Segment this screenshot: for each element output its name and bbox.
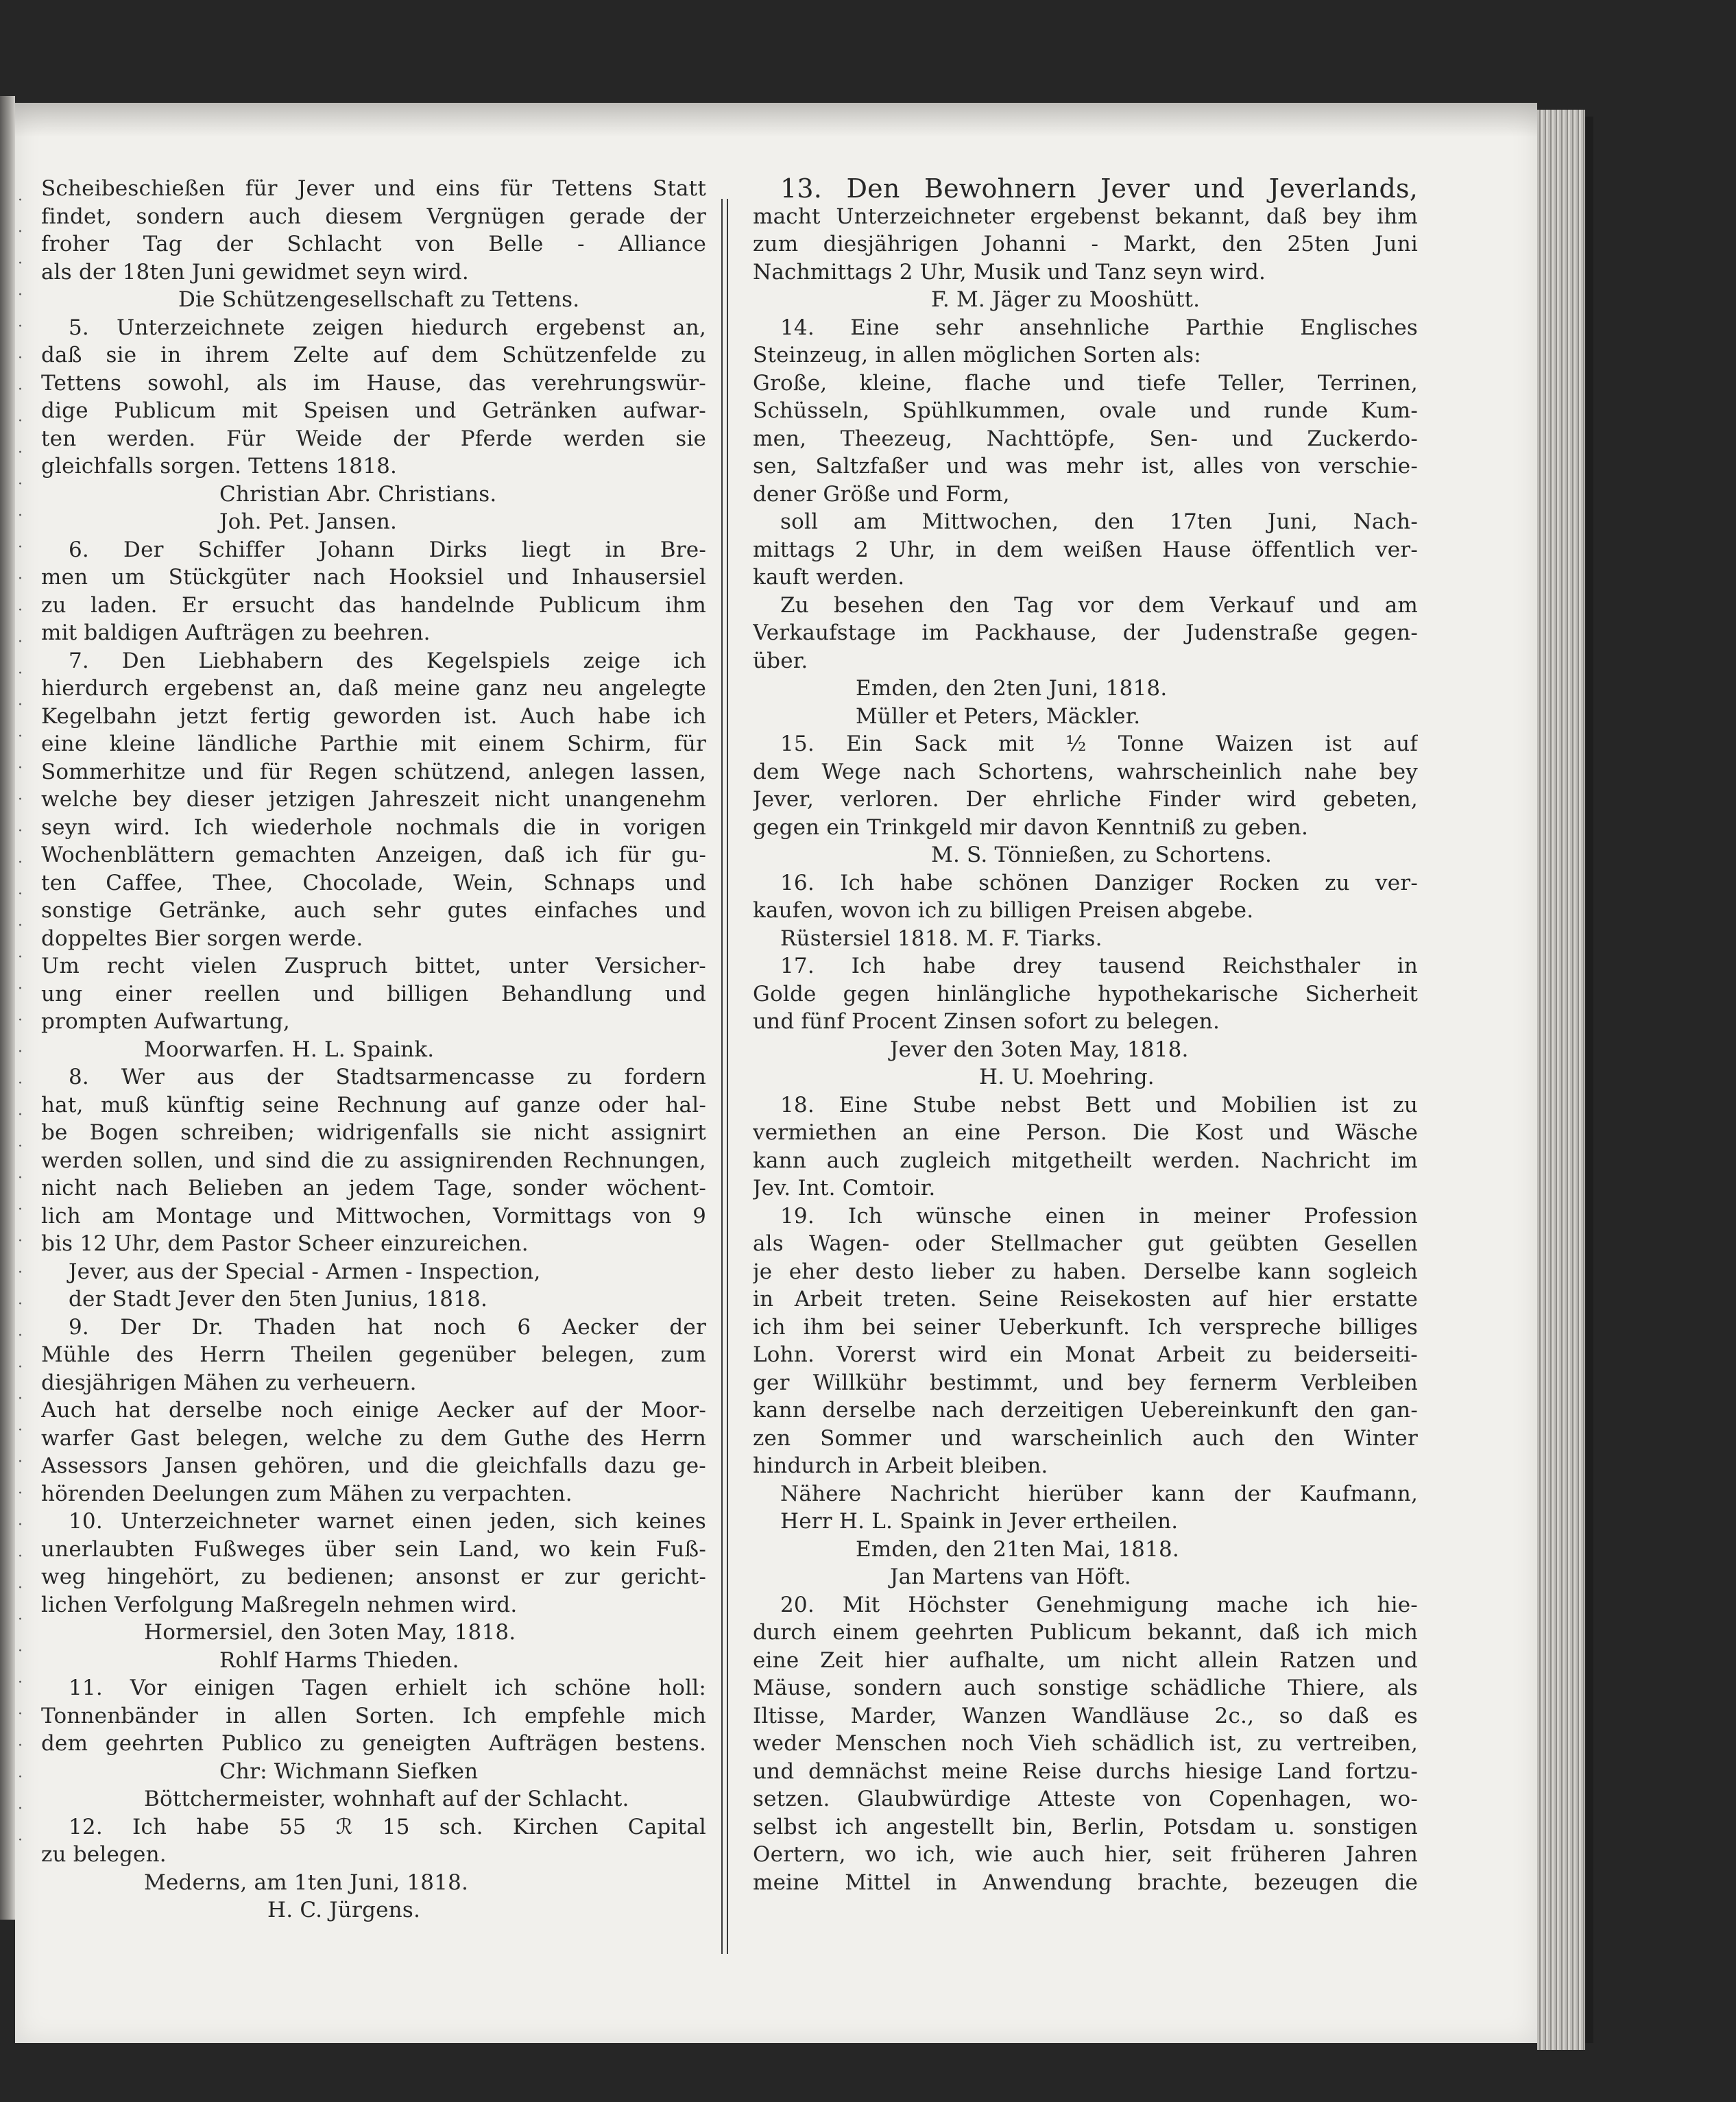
text-line: 6. Der Schiffer Johann Dirks liegt in Bre- [69,537,706,562]
signature-line: Die Schützengesellschaft zu Tettens. [178,287,580,312]
text-line: diesjährigen Mähen zu verheuern. [41,1370,417,1395]
text-line: Schüsseln, Spühlkummen, ovale und runde Kum- [753,398,1418,423]
text-line: 8. Wer aus der Stadtsarmencasse zu fordern [69,1065,706,1089]
signature-line: H. U. Moehring. [979,1065,1155,1089]
text-line: Tettens sowohl, als im Hause, das verehrungswür- [41,370,706,396]
text-line: Nähere Nachricht hierüber kann der Kaufmann, [780,1481,1418,1506]
text-line: Zu besehen den Tag vor dem Verkauf und am [780,592,1418,618]
text-line: setzen. Glaubwürdige Atteste von Copenhagen, wo- [753,1787,1418,1811]
text-line: eine Zeit hier aufhalte, um nicht allein Ratzen und [753,1647,1418,1673]
text-line: Lohn. Vorerst wird ein Monat Arbeit zu beiderseiti- [753,1342,1418,1367]
text-line: hindurch in Arbeit bleiben. [753,1453,1048,1478]
text-line: hat, muß künftig seine Rechnung auf ganze oder hal- [41,1092,706,1118]
text-line: lich am Montage und Mittwochen, Vormittags von 9 [41,1203,706,1229]
text-line: Auch hat derselbe noch einige Aecker auf der Moor- [41,1398,706,1423]
text-line: ger Willkühr bestimmt, und bey fernerm Verbleiben [753,1370,1418,1395]
text-line: men, Theezeug, Nachttöpfe, Sen- und Zuckerdo- [753,426,1418,451]
text-line: durch einem geehrten Publicum bekannt, daß ich mich [753,1620,1418,1645]
text-line: kann auch zugleich mitgetheilt werden. Nachricht im [753,1148,1418,1173]
column-divider [721,199,728,1954]
text-line: Jev. Int. Comtoir. [753,1176,936,1200]
text-line: macht Unterzeichneter ergebenst bekannt, daß bey ihm [753,204,1418,229]
text-line: Um recht vielen Zuspruch bittet, unter Versicher- [41,954,706,978]
text-line: Wochenblättern gemachten Anzeigen, daß ich für gu- [41,843,706,867]
text-line: nicht nach Belieben an jedem Tage, sonder wöchent- [41,1176,706,1200]
text-line: zu laden. Er ersucht das handelnde Publicum ihm [41,592,706,618]
text-line: weder Menschen noch Vieh schädlich ist, zu vertreiben, [753,1731,1418,1756]
signature-line: Joh. Pet. Jansen. [219,509,398,534]
text-line: 10. Unterzeichneter warnet einen jeden, sich keines [69,1509,706,1534]
text-line: be Bogen schreiben; widrigenfalls sie nicht assignirt [41,1120,706,1145]
text-line: als der 18ten Juni gewidmet seyn wird. [41,259,469,285]
text-line: Steinzeug, in allen möglichen Sorten als: [753,343,1201,367]
text-line: 16. Ich habe schönen Danziger Rocken zu ver- [780,870,1418,895]
text-line: der Stadt Jever den 5ten Junius, 1818. [69,1287,488,1312]
text-line: Assessors Jansen gehören, und die gleichfalls dazu ge- [41,1453,706,1478]
text-line: froher Tag der Schlacht von Belle - Alliance [41,232,706,256]
text-line: men um Stückgüter nach Hooksiel und Inhausersiel [41,565,706,590]
signature-line: M. S. Tönnießen, zu Schortens. [931,843,1273,867]
text-line: Golde gegen hinlängliche hypothekarische Sicherheit [753,981,1418,1006]
text-line: 19. Ich wünsche einen in meiner Profession [780,1203,1418,1229]
text-line: Herr H. L. Spaink in Jever ertheilen. [780,1509,1179,1534]
text-line: 17. Ich habe drey tausend Reichsthaler in [780,954,1418,978]
page-top-shadow [15,103,1537,137]
right-column [753,175,1418,1896]
text-line: mittags 2 Uhr, in dem weißen Hause öffentlich ver- [753,537,1418,562]
text-line: warfer Gast belegen, welche zu dem Guthe des Herrn [41,1425,706,1451]
text-line: zum diesjährigen Johanni - Markt, den 25ten Juni [753,232,1418,256]
previous-page-edge [0,96,15,1920]
text-line: zu belegen. [41,1842,167,1867]
text-line: Sommerhitze und für Regen schützend, anlegen lassen, [41,759,706,784]
text-line: kauft werden. [753,565,905,590]
text-line: findet, sondern auch diesem Vergnügen gerade der [41,204,706,229]
text-line: gegen ein Trinkgeld mir davon Kenntniß zu geben. [753,814,1308,840]
text-line: dige Publicum mit Speisen und Getränken aufwar- [41,398,706,423]
text-line: ten Caffee, Thee, Chocolade, Wein, Schnaps und [41,870,706,895]
text-line: weg hingehört, zu bedienen; ansonst er zur gericht- [41,1565,706,1589]
text-line: 13. Den Bewohnern Jever und Jeverlands, [780,175,1418,203]
left-column [41,175,706,1924]
text-line: meine Mittel in Anwendung brachte, bezeugen die [753,1870,1418,1895]
signature-line: Jever den 3oten May, 1818. [890,1037,1189,1062]
text-line: je eher desto lieber zu haben. Derselbe kann sogleich [753,1259,1418,1284]
page-stack-edge [1537,110,1585,2050]
text-line: Verkaufstage im Packhause, der Judenstraße gegen- [753,620,1418,645]
text-line: in Arbeit treten. Seine Reisekosten auf hier erstatte [753,1287,1418,1312]
text-line: bis 12 Uhr, dem Pastor Scheer einzureichen. [41,1231,529,1256]
text-line: 11. Vor einigen Tagen erhielt ich schöne holl: [69,1676,706,1700]
text-line: und fünf Procent Zinsen sofort zu belegen. [753,1009,1220,1034]
text-line: seyn wird. Ich wiederhole nochmals die in vorigen [41,814,706,840]
signature-line: F. M. Jäger zu Mooshütt. [931,287,1201,312]
text-line: hierdurch ergebenst an, daß meine ganz neu angelegte [41,676,706,701]
text-line: und demnächst meine Reise durchs hiesige Land fortzu- [753,1759,1418,1784]
text-line: kann derselbe nach derzeitigen Uebereinkunft den gan- [753,1398,1418,1423]
text-line: Große, kleine, flache und tiefe Teller, Terrinen, [753,370,1418,396]
text-line: Nachmittags 2 Uhr, Musik und Tanz seyn wird. [753,259,1266,285]
text-line: mit baldigen Aufträgen zu beehren. [41,620,431,645]
text-line: 18. Eine Stube nebst Bett und Mobilien ist zu [780,1092,1418,1118]
text-line: 12. Ich habe 55 ℛ 15 sch. Kirchen Capital [69,1814,706,1839]
text-line: Tonnenbänder in allen Sorten. Ich empfehle mich [41,1703,706,1728]
text-line: eine kleine ländliche Parthie mit einem Schirm, für [41,732,706,756]
text-line: Jever, aus der Special - Armen - Inspection, [69,1259,541,1284]
text-line: Iltisse, Marder, Wanzen Wandläuse 2c., so daß es [753,1703,1418,1728]
text-line: über. [753,648,808,673]
signature-line: Rüstersiel 1818. M. F. Tiarks. [780,926,1102,951]
text-line: dem Wege nach Schortens, wahrscheinlich nahe bey [753,759,1418,784]
text-line: 20. Mit Höchster Genehmigung mache ich hie- [780,1592,1418,1617]
text-line: sonstige Getränke, auch sehr gutes einfaches und [41,898,706,923]
text-line: daß sie in ihrem Zelte auf dem Schützenfelde zu [41,343,706,367]
text-line: ung einer reellen und billigen Behandlung und [41,981,706,1006]
text-line: Mühle des Herrn Theilen gegenüber belegen, zum [41,1342,706,1367]
signature-line: Jan Martens van Höft. [890,1565,1131,1589]
text-line: als Wagen- oder Stellmacher gut geübten Gesellen [753,1231,1418,1256]
text-line: Scheibeschießen für Jever und eins für Tettens Statt [41,176,706,201]
gutter-marks: · · · · · · · · · · · · · · · · · · · · · · · · · · · · · · · · · · · · · · · · · · · · · · · · · · · · · [18,192,23,1849]
text-line: sen, Saltzfaßer und was mehr ist, alles von verschie- [753,454,1418,479]
text-line: soll am Mittwochen, den 17ten Juni, Nach- [780,509,1418,534]
text-line: 7. Den Liebhabern des Kegelspiels zeige ich [69,648,706,673]
text-line: 15. Ein Sack mit ½ Tonne Waizen ist auf [780,732,1418,756]
signature-line: Müller et Peters, Mäckler. [856,703,1141,729]
signature-line: Böttchermeister, wohnhaft auf der Schlacht. [144,1787,629,1811]
text-line: dener Größe und Form, [753,481,1010,507]
signature-line: Rohlf Harms Thieden. [219,1647,459,1673]
text-line: werden sollen, und sind die zu assignirenden Rechnungen, [41,1148,706,1173]
signature-line: Hormersiel, den 3oten May, 1818. [144,1620,516,1645]
book-edge-shadow [1585,117,1593,2043]
text-line: vermiethen an eine Person. Die Kost und Wäsche [753,1120,1418,1145]
text-line: zen Sommer und warscheinlich auch den Winter [753,1425,1418,1451]
text-line: dem geehrten Publico zu geneigten Aufträgen bestens. [41,1731,706,1756]
text-line: welche bey dieser jetzigen Jahreszeit nicht unangenehm [41,787,706,812]
text-line: 5. Unterzeichnete zeigen hiedurch ergebenst an, [69,315,706,340]
text-line: 14. Eine sehr ansehnliche Parthie Englisches [780,315,1418,340]
signature-line: Chr: Wichmann Siefken [219,1759,479,1784]
text-line: selbst ich angestellt bin, Berlin, Potsdam u. sonstigen [753,1814,1418,1839]
text-line: Oertern, wo ich, wie auch hier, seit früheren Jahren [753,1842,1418,1867]
signature-line: Emden, den 21ten Mai, 1818. [856,1536,1179,1562]
signature-line: H. C. Jürgens. [267,1898,420,1922]
text-line: unerlaubten Fußweges über sein Land, wo kein Fuß- [41,1536,706,1562]
signature-line: Moorwarfen. H. L. Spaink. [144,1037,435,1062]
text-line: doppeltes Bier sorgen werde. [41,926,363,951]
text-line: kaufen, wovon ich zu billigen Preisen abgebe. [753,898,1254,923]
signature-line: Mederns, am 1ten Juni, 1818. [144,1870,469,1895]
text-line: Jever, verloren. Der ehrliche Finder wird gebeten, [753,787,1418,812]
text-line: Mäuse, sondern auch sonstige schädliche Thiere, als [753,1676,1418,1700]
signature-line: Christian Abr. Christians. [219,481,497,507]
text-line: hörenden Deelungen zum Mähen zu verpachten. [41,1481,572,1506]
text-line: Kegelbahn jetzt fertig geworden ist. Auch habe ich [41,703,706,729]
text-line: gleichfalls sorgen. Tettens 1818. [41,454,398,479]
signature-line: Emden, den 2ten Juni, 1818. [856,676,1168,701]
text-line: prompten Aufwartung, [41,1009,290,1034]
text-line: lichen Verfolgung Maßregeln nehmen wird. [41,1592,518,1617]
text-line: 9. Der Dr. Thaden hat noch 6 Aecker der [69,1314,706,1340]
text-line: ich ihm bei seiner Ueberkunft. Ich verspreche billiges [753,1314,1418,1340]
text-line: ten werden. Für Weide der Pferde werden sie [41,426,706,451]
